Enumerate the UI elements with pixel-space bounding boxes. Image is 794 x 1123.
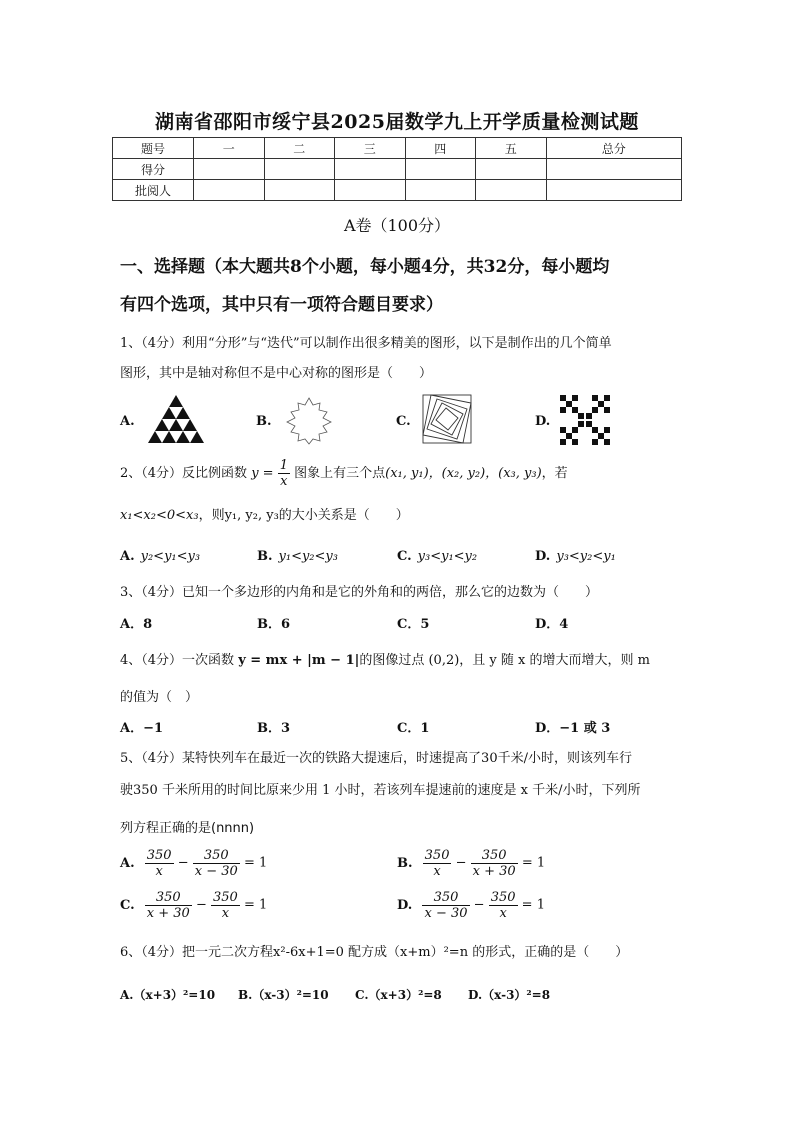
q2-points: (x₁, y₁)，(x₂, y₂)，(x₃, y₃) (385, 466, 542, 481)
score-cell[interactable] (405, 180, 476, 201)
q6-option-c[interactable]: C.（x+3）²=8 (355, 988, 442, 1002)
q2-option-b[interactable] (257, 549, 338, 565)
q4-line2: 的值为（ ） (120, 690, 199, 705)
score-cell[interactable] (405, 159, 476, 180)
q2-option-c-label: C. (397, 549, 412, 564)
q3-text: 3、（4分）已知一个多边形的内角和是它的外角和的两倍，那么它的边数为（ ） (120, 585, 599, 600)
fraction-numerator: 350 (146, 848, 172, 863)
fraction-denominator: x + 30 (472, 864, 516, 879)
q5-d-frac-1 (422, 890, 469, 921)
fraction-numerator: 350 (193, 848, 240, 864)
q2-option-d-text: y₃<y₂<y₁ (556, 549, 616, 564)
minus-sign: − (473, 897, 485, 913)
q2-option-c-text: y₃<y₁<y₂ (417, 549, 478, 564)
fraction-numerator: 350 (213, 890, 238, 905)
minus-sign: − (177, 855, 189, 871)
score-cell[interactable] (476, 159, 547, 180)
q2-fraction-denominator: x (280, 474, 288, 489)
sierpinski-triangle-figure (146, 393, 206, 445)
q5-option-c-label: C. (120, 897, 135, 913)
q1-line1: 1、（4分）利用“分形”与“迭代”可以制作出很多精美的图形，以下是制作出的几个简单 (120, 336, 612, 351)
q6-option-a[interactable]: A.（x+3）²=10 (120, 988, 216, 1002)
part-one-heading-line2: 有四个选项，其中只有一项符合题目要求） (120, 295, 443, 315)
q4-option-a[interactable]: A．−1 (120, 721, 164, 736)
q3-option-b[interactable]: B．6 (257, 617, 291, 632)
minus-sign: − (195, 897, 207, 913)
q2-condition: x₁<x₂<0<x₃ (120, 508, 199, 523)
score-header-cell: 题号 (113, 138, 194, 159)
q3-option-a[interactable]: A．8 (120, 617, 153, 632)
q2-line2-tail: ，则y₁, y₂, y₃的大小关系是（ ） (198, 508, 409, 523)
koch-snowflake-figure (282, 395, 336, 445)
q1-option-b-label[interactable]: B. (256, 414, 272, 429)
q4-option-d[interactable]: D．−1 或 3 (535, 721, 611, 736)
q2-option-a[interactable] (120, 549, 200, 565)
q2-function-lhs: y = (251, 466, 274, 481)
equation-rhs: = 1 (243, 855, 268, 871)
q1-line2: 图形，其中是轴对称但不是中心对称的图形是（ ） (120, 366, 433, 381)
score-cell[interactable] (194, 159, 265, 180)
score-header-cell: 四 (405, 138, 476, 159)
q2-option-a-label: A. (120, 549, 135, 564)
q5-b-frac-2 (471, 848, 518, 879)
fraction-denominator: x (221, 906, 230, 921)
score-cell[interactable] (264, 159, 335, 180)
q6-option-b[interactable]: B.（x-3）²=10 (238, 988, 329, 1002)
q2-option-b-text: y₁<y₂<y₃ (278, 549, 338, 564)
score-header-cell: 总分 (546, 138, 682, 159)
fraction-numerator: 350 (490, 890, 516, 905)
fraction-numerator: 350 (422, 890, 469, 906)
fraction-denominator: x − 30 (194, 864, 238, 879)
score-cell[interactable] (335, 180, 406, 201)
nested-rotated-squares-figure (421, 393, 475, 445)
q2-option-a-text: y₂<y₁<y₃ (140, 549, 201, 564)
q5-c-frac-1 (145, 890, 192, 921)
q5-d-frac-2 (489, 890, 518, 921)
q4-suffix: 的图像过点 (0,2)，且 y 随 x 的增大而增大，则 m (359, 653, 650, 668)
q5-a-frac-2 (193, 848, 240, 879)
score-cell[interactable] (546, 180, 682, 201)
q1-option-d-label[interactable]: D. (535, 414, 551, 429)
q2-suffix: ，若 (541, 466, 568, 481)
q2-fraction (278, 458, 290, 489)
q5-option-d[interactable] (397, 890, 545, 921)
section-a-title: A卷（100分） (343, 216, 451, 235)
q2-line1 (120, 458, 680, 492)
q5-b-frac-1 (423, 848, 452, 879)
minus-sign: − (455, 855, 467, 871)
q5-line2: 驶350 千米所用的时间比原来少用 1 小时，若该列车提速前的速度是 x 千米/小时，下列所 (120, 783, 641, 798)
q4-formula: y = mx + |m − 1| (238, 653, 360, 668)
score-cell[interactable] (476, 180, 547, 201)
q1-option-a-label[interactable]: A. (120, 414, 135, 429)
q5-a-frac-1 (145, 848, 174, 879)
q3-option-c[interactable]: C．5 (397, 617, 430, 632)
fraction-denominator: x + 30 (146, 906, 190, 921)
fraction-denominator: x (433, 864, 441, 879)
score-table-header-row (113, 138, 682, 159)
q2-fraction-numerator: 1 (279, 458, 288, 473)
score-header-cell: 五 (476, 138, 547, 159)
exam-title: 湖南省邵阳市绥宁县2025届数学九上开学质量检测试题 (155, 111, 639, 133)
fraction-denominator: x (499, 906, 507, 921)
score-cell[interactable] (194, 180, 265, 201)
q2-option-d-label: D. (535, 549, 551, 564)
score-header-cell: 一 (194, 138, 265, 159)
score-row-label: 批阅人 (113, 180, 194, 201)
fraction-numerator: 350 (471, 848, 518, 864)
q4-prefix: 4、（4分）一次函数 (120, 653, 235, 668)
q5-option-b[interactable] (397, 848, 545, 879)
q5-option-a-label: A. (120, 855, 135, 871)
q5-c-frac-2 (211, 890, 240, 921)
score-cell[interactable] (546, 159, 682, 180)
score-table (112, 137, 682, 201)
q6-option-d[interactable]: D.（x-3）²=8 (468, 988, 551, 1002)
q4-option-b[interactable]: B．3 (257, 721, 291, 736)
q2-prefix: 2、（4分）反比例函数 (120, 466, 248, 481)
checkered-x-pattern-figure (560, 395, 610, 445)
q1-option-c-label[interactable]: C. (396, 414, 411, 429)
q4-option-c[interactable]: C．1 (397, 721, 430, 736)
score-row-label: 得分 (113, 159, 194, 180)
q5-option-d-label: D. (397, 897, 413, 913)
q5-option-a[interactable] (120, 848, 267, 879)
fraction-denominator: x (155, 864, 163, 879)
q5-line3: 列方程正确的是(nnnn) (120, 821, 255, 836)
equation-rhs: = 1 (243, 897, 268, 913)
score-header-cell: 三 (335, 138, 406, 159)
score-header-cell: 二 (264, 138, 335, 159)
q4-line1 (120, 653, 680, 669)
q5-option-c[interactable] (120, 890, 267, 921)
q2-option-d[interactable] (535, 549, 616, 565)
q2-mid: 图象上有三个点 (294, 466, 386, 481)
q6-text: 6、（4分）把一元二次方程x²-6x+1=0 配方成（x+m）²=n 的形式，正确的是（ ） (120, 945, 629, 960)
fraction-denominator: x − 30 (424, 906, 468, 921)
fraction-numerator: 350 (145, 890, 192, 906)
q5-option-b-label: B. (397, 855, 413, 871)
score-cell[interactable] (335, 159, 406, 180)
q2-option-b-label: B. (257, 549, 273, 564)
score-table-row (113, 159, 682, 180)
q2-option-c[interactable] (397, 549, 477, 565)
part-one-heading-line1: 一、选择题（本大题共8个小题，每小题4分，共32分，每小题均 (120, 257, 610, 277)
score-cell[interactable] (264, 180, 335, 201)
q5-line1: 5、（4分）某特快列车在最近一次的铁路大提速后，时速提高了30千米/小时，则该列车行 (120, 751, 632, 766)
score-table-row (113, 180, 682, 201)
equation-rhs: = 1 (521, 897, 545, 913)
q2-line2 (120, 508, 680, 524)
equation-rhs: = 1 (521, 855, 546, 871)
q3-option-d[interactable]: D．4 (535, 617, 569, 632)
fraction-numerator: 350 (424, 848, 450, 863)
